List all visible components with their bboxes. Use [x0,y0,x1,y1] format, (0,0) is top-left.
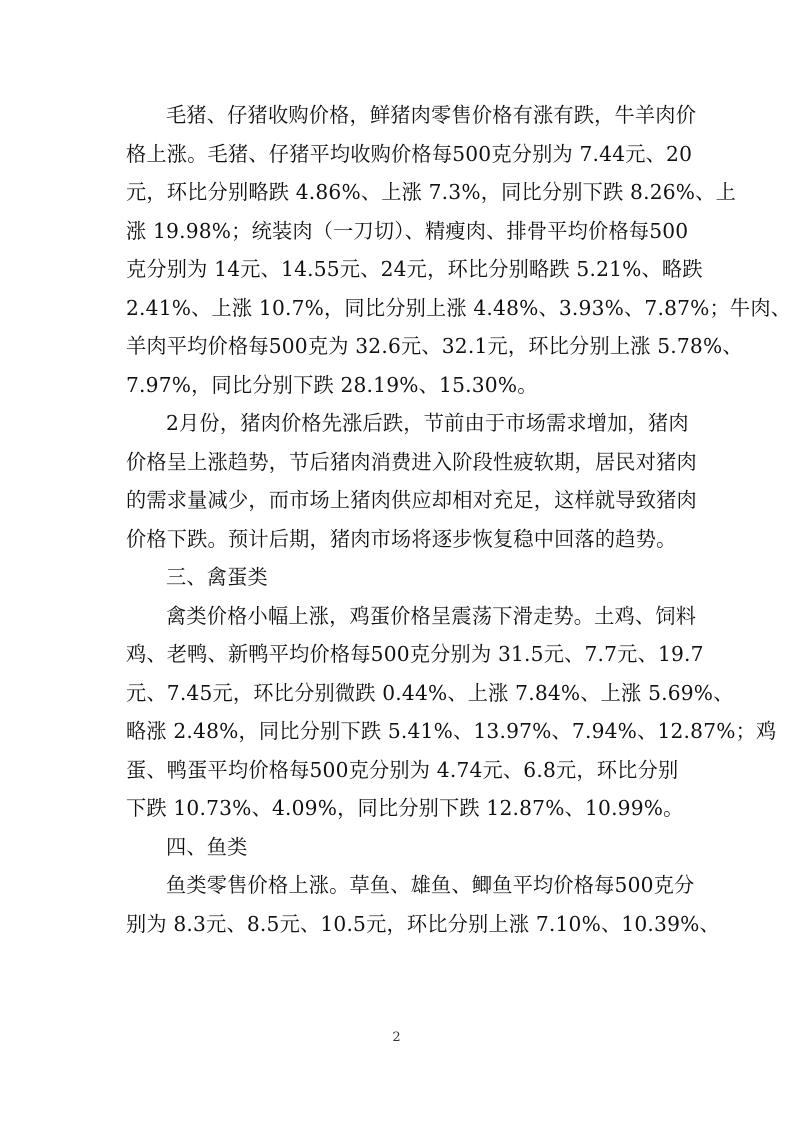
paragraph-line: 禽类价格小幅上涨，鸡蛋价格呈震荡下滑走势。土鸡、饲料 [166,603,697,628]
paragraph-line: 价格呈上涨趋势，节后猪肉消费进入阶段性疲软期，居民对猪肉 [126,449,697,474]
paragraph-line: 元、7.45元，环比分别微跌 0.44%、上涨 7.84%、上涨 5.69%、 [126,680,734,705]
paragraph-line: 格上涨。毛猪、仔猪平均收购价格每500克分别为 7.44元、20 [126,141,693,166]
paragraph-line: 元，环比分别略跌 4.86%、上涨 7.3%，同比分别下跌 8.26%、上 [126,180,736,204]
paragraph-line: 2.41%、上涨 10.7%，同比分别上涨 4.48%、3.93%、7.87%；牛肉、 [126,295,792,320]
paragraph-line: 略涨 2.48%，同比分别下跌 5.41%、13.97%、7.94%、12.87%；鸡 [126,719,777,743]
paragraph-line: 价格下跌。预计后期，猪肉市场将逐步恢复稳中回落的趋势。 [126,526,677,551]
paragraph-line: 涨 19.98%；统装肉（一刀切）、精瘦肉、排骨平均价格每500 [126,218,689,243]
paragraph-line: 鸡、老鸭、新鸭平均价格每500克分别为 31.5元、7.7元、19.7 [126,642,704,666]
section-heading: 三、禽蛋类 [166,565,268,589]
paragraph-line: 别为 8.3元、8.5元、10.5元，环比分别上涨 7.10%、10.39%、 [126,911,720,936]
paragraph-line: 蛋、鸭蛋平均价格每500克分别为 4.74元、6.8元，环比分别 [126,757,679,782]
paragraph-line: 下跌 10.73%、4.09%，同比分别下跌 12.87%、10.99%。 [126,796,684,820]
paragraph-line: 2月份，猪肉价格先涨后跌，节前由于市场需求增加，猪肉 [166,411,689,435]
paragraph-line: 的需求量减少，而市场上猪肉供应却相对充足，这样就导致猪肉 [126,488,697,512]
paragraph-line: 羊肉平均价格每500克为 32.6元、32.1元，环比分别上涨 5.78%、 [126,334,743,358]
section-heading: 四、鱼类 [166,834,248,859]
page-number: 2 [392,1030,401,1045]
paragraph-line: 毛猪、仔猪收购价格，鲜猪肉零售价格有涨有跌，牛羊肉价 [166,103,697,127]
paragraph-line: 克分别为 14元、14.55元、24元，环比分别略跌 5.21%、略跌 [126,257,703,281]
paragraph-line: 7.97%，同比分别下跌 28.19%、15.30%。 [126,372,538,397]
paragraph-line: 鱼类零售价格上涨。草鱼、雄鱼、鲫鱼平均价格每500克分 [166,873,695,897]
body-text [126,96,792,943]
